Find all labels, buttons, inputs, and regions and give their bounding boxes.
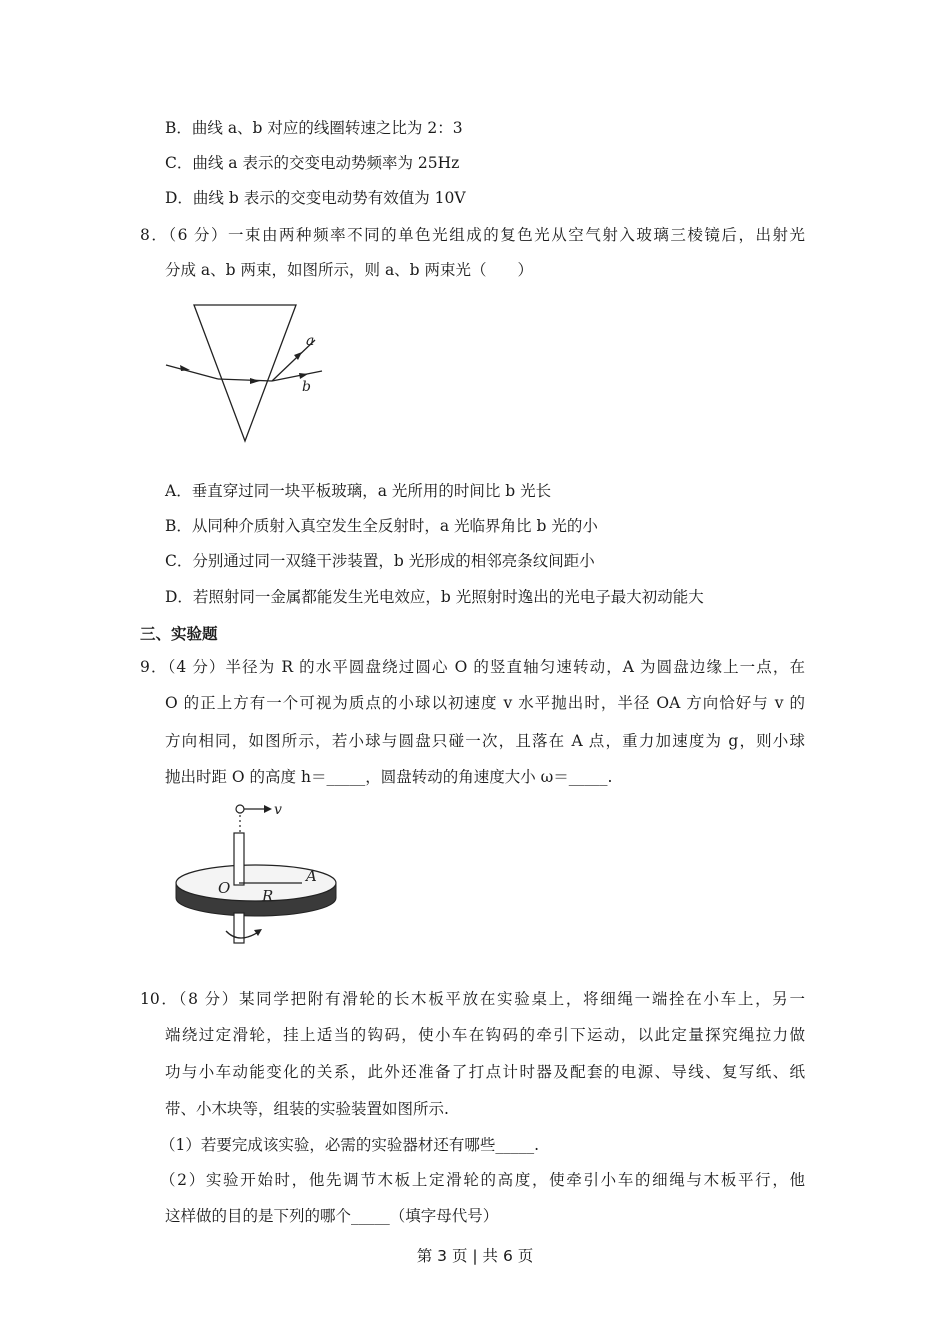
inner-ray bbox=[218, 379, 272, 381]
label-a-point: A bbox=[306, 867, 317, 885]
label-b: b bbox=[302, 379, 311, 395]
rotation-arrowhead bbox=[254, 929, 262, 936]
q8-option-c: C．分别通过同一双缝干涉装置，b 光形成的相邻亮条纹间距小 bbox=[165, 552, 595, 570]
prism-figure bbox=[160, 295, 340, 445]
q9-stem-line1: 9．（4 分）半径为 R 的水平圆盘绕过圆心 O 的竖直轴匀速转动，A 为圆盘边缘上一点，在 bbox=[140, 658, 805, 676]
arrow-incident bbox=[180, 365, 190, 371]
q7-option-d: D．曲线 b 表示的交变电动势有效值为 10V bbox=[165, 189, 466, 207]
disk-figure bbox=[168, 795, 343, 955]
q8-option-b: B．从同种介质射入真空发生全反射时，a 光临界角比 b 光的小 bbox=[165, 517, 598, 535]
q8-stem-line1: 8．（6 分）一束由两种频率不同的单色光组成的复色光从空气射入玻璃三棱镜后，出射光 bbox=[140, 226, 805, 244]
axle-upper bbox=[234, 833, 244, 885]
q8-option-d: D．若照射同一金属都能发生光电效应，b 光照射时逸出的光电子最大初动能大 bbox=[165, 588, 704, 606]
q9-stem-line3: 方向相同，如图所示，若小球与圆盘只碰一次，且落在 A 点，重力加速度为 g，则小球 bbox=[165, 732, 805, 750]
label-r: R bbox=[262, 887, 274, 905]
q7-option-c: C．曲线 a 表示的交变电动势频率为 25Hz bbox=[165, 154, 460, 172]
label-v: v bbox=[274, 802, 282, 818]
page-footer: 第 3 页 | 共 6 页 bbox=[416, 1247, 534, 1265]
q10-stem-line3: 功与小车动能变化的关系，此外还准备了打点计时器及配套的电源、导线、复写纸、纸 bbox=[165, 1063, 805, 1081]
q8-stem-line2: 分成 a、b 两束，如图所示，则 a、b 两束光（ ） bbox=[165, 261, 534, 279]
q9-stem-line4: 抛出时距 O 的高度 h＝_____，圆盘转动的角速度大小 ω＝_____. bbox=[165, 768, 613, 786]
q10-sub1: （1）若要完成该实验，必需的实验器材还有哪些_____. bbox=[160, 1136, 540, 1154]
ball-circle bbox=[236, 805, 244, 813]
q10-sub2-line2: 这样做的目的是下列的哪个_____（填字母代号） bbox=[165, 1207, 499, 1225]
label-a: a bbox=[306, 333, 315, 349]
q10-stem-line2: 端绕过定滑轮，挂上适当的钩码，使小车在钩码的牵引下运动，以此定量探究绳拉力做 bbox=[165, 1026, 805, 1044]
q10-stem-line1: 10．（8 分）某同学把附有滑轮的长木板平放在实验桌上，将细绳一端拴在小车上，另一 bbox=[140, 990, 805, 1008]
q7-option-b: B．曲线 a、b 对应的线圈转速之比为 2：3 bbox=[165, 119, 463, 137]
q8-option-a: A．垂直穿过同一块平板玻璃，a 光所用的时间比 b 光长 bbox=[165, 482, 552, 500]
incident-ray bbox=[166, 365, 218, 379]
arrow-inner bbox=[250, 378, 260, 384]
label-o: O bbox=[218, 879, 231, 897]
section-3-title: 三、实验题 bbox=[140, 625, 218, 643]
velocity-arrowhead bbox=[264, 805, 272, 813]
q10-stem-line4: 带、小木块等，组装的实验装置如图所示. bbox=[165, 1100, 449, 1118]
q9-stem-line2: O 的正上方有一个可视为质点的小球以初速度 v 水平抛出时，半径 OA 方向恰好与 v 的 bbox=[165, 694, 805, 712]
ray-b bbox=[272, 371, 322, 381]
q10-sub2-line1: （2）实验开始时，他先调节木板上定滑轮的高度，使牵引小车的细绳与木板平行，他 bbox=[160, 1171, 805, 1189]
